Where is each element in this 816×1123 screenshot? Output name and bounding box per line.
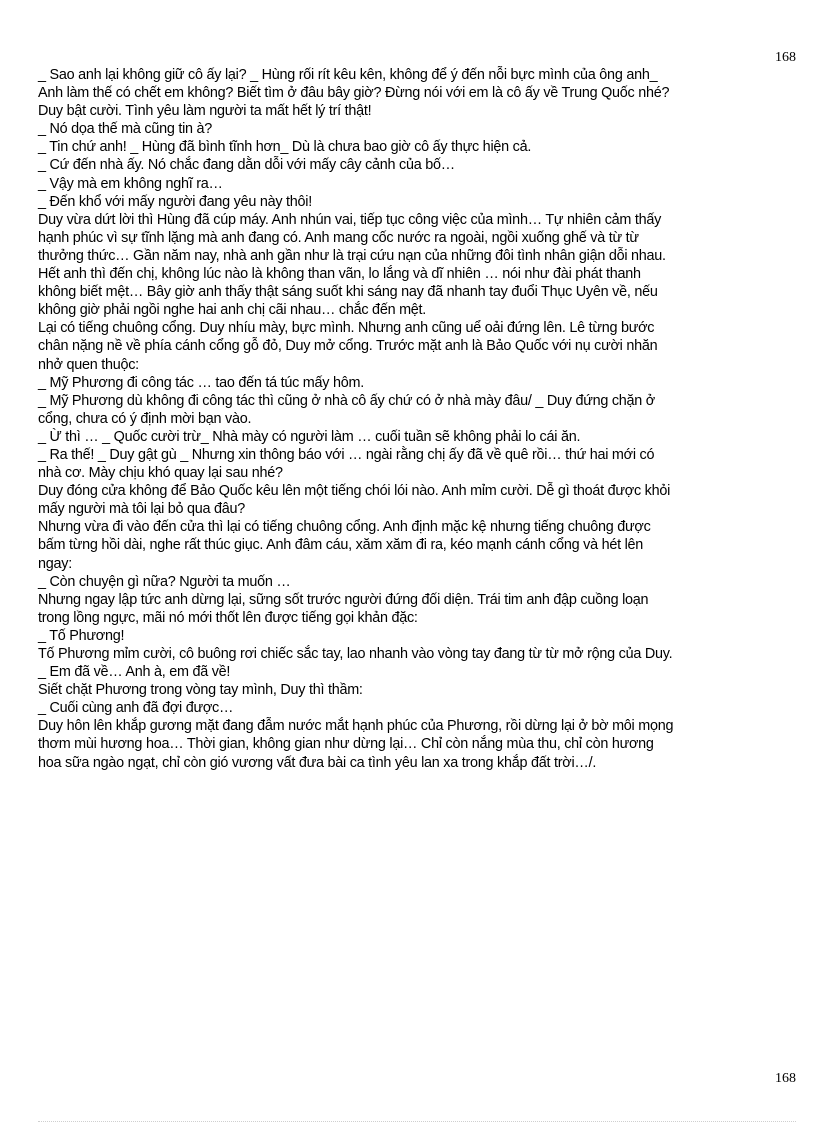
text-line: Duy vừa dứt lời thì Hùng đã cúp máy. Anh nhún vai, tiếp tục công việc của mình… Tự nhiên cảm thấy — [38, 211, 662, 228]
text-line: _ Ra thế! _ Duy gật gù _ Nhưng xin thông báo với … ngài rằng chị ấy đã về quê rồi… thứ hai mới có — [38, 446, 655, 463]
text-line: chân nặng nề về phía cánh cổng gỗ đỏ, Duy mở cổng. Trước mặt anh là Bảo Quốc với nụ cười nhăn — [38, 338, 658, 355]
text-line: _ Tin chứ anh! _ Hùng đã bình tĩnh hơn_ Dù là chưa bao giờ cô ấy thực hiện cả. — [38, 139, 532, 156]
text-line: _ Cứ đến nhà ấy. Nó chắc đang dằn dỗi với mấy cây cảnh của bố… — [38, 157, 455, 174]
text-line: trong lồng ngực, mãi nó mới thốt lên được tiếng gọi khản đặc: — [38, 609, 418, 626]
text-line: mấy người mà tôi lại bỏ qua đâu? — [38, 501, 246, 518]
text-line: hạnh phúc vì sự tĩnh lặng mà anh đang có. Anh mang cốc nước ra ngoài, ngồi xuống ghế và từ từ — [38, 229, 639, 246]
text-line: _ Sao anh lại không giữ cô ấy lại? _ Hùng rối rít kêu kên, không để ý đến nỗi bực mình của ông anh_ — [38, 67, 658, 83]
text-line: Tố Phương mỉm cười, cô buông rơi chiếc sắc tay, lao nhanh vào vòng tay đang từ từ mở rộng của Duy. — [38, 646, 673, 662]
text-line: _ Ừ thì … _ Quốc cười trừ_ Nhà mày có người làm … cuối tuần sẽ không phải lo cái ăn. — [38, 428, 581, 445]
page-number-bottom: 168 — [775, 1071, 796, 1086]
text-line: Nhưng vừa đi vào đến cửa thì lại có tiếng chuông cổng. Anh định mặc kệ nhưng tiếng chuông được — [38, 519, 651, 536]
text-line: _ Vậy mà em không nghĩ ra… — [38, 175, 223, 192]
text-line: _ Mỹ Phương dù không đi công tác thì cũng ở nhà cô ấy chứ có ở nhà mày đâu/ _ Duy đứng chặn ở — [38, 392, 655, 409]
document-body — [38, 66, 794, 772]
text-line: nhở quen thuộc: — [38, 356, 139, 373]
text-line: Hết anh thì đến chị, không lúc nào là không than vãn, lo lắng và dĩ nhiên … nói như đài phát thanh — [38, 266, 641, 283]
text-line: _ Tố Phương! — [38, 627, 125, 644]
text-line: _ Cuối cùng anh đã đợi được… — [38, 700, 234, 717]
text-line: không biết mệt… Bây giờ anh thấy thật sáng suốt khi sáng nay đã nhanh tay đuổi Thục Uyên về, nếu — [38, 284, 658, 301]
text-line: _ Mỹ Phương đi công tác … tao đến tá túc mấy hôm. — [38, 374, 364, 391]
text-line: _ Còn chuyện gì nữa? Người ta muốn … — [38, 573, 291, 590]
text-line: Siết chặt Phương trong vòng tay mình, Duy thì thầm: — [38, 682, 363, 699]
text-line: Duy đóng cửa không để Bảo Quốc kêu lên một tiếng chói lói nào. Anh mỉm cười. Dễ gì thoát được khỏi — [38, 483, 671, 500]
text-line: nhà cơ. Mày chịu khó quay lại sau nhé? — [38, 465, 283, 482]
text-line: ngay: — [38, 555, 72, 572]
text-line: bấm từng hồi dài, nghe rất thúc giục. Anh đâm cáu, xăm xăm đi ra, kéo mạnh cánh cổng và hét lên — [38, 537, 644, 554]
page-number-top: 168 — [775, 50, 796, 65]
text-line: _ Đến khổ với mấy người đang yêu này thôi! — [38, 193, 312, 210]
text-line: thưởng thức… Gần năm nay, nhà anh gần như là trại cứu nạn của những đôi tình nhân giận dỗi nhau. — [38, 247, 666, 264]
text-line: Anh làm thế có chết em không? Biết tìm ở đâu bây giờ? Đừng nói với em là cô ấy về Trung Quốc nhé? — [38, 85, 670, 102]
text-line: không giờ phải ngồi nghe hai anh chị cãi nhau… chắc đến mệt. — [38, 302, 427, 319]
text-line: Lại có tiếng chuông cổng. Duy nhíu mày, bực mình. Nhưng anh cũng uể oải đứng lên. Lê từng bước — [38, 320, 655, 337]
text-line: Nhưng ngay lập tức anh dừng lại, sững sốt trước người đứng đối diện. Trái tim anh đập cuồng loạn — [38, 591, 649, 608]
text-line: Duy bật cười. Tình yêu làm người ta mất hết lý trí thật! — [38, 103, 372, 120]
text-line: thơm mùi hương hoa… Thời gian, không gian như dừng lại… Chỉ còn nắng mùa thu, chỉ còn hương — [38, 736, 654, 753]
text-line: cổng, chưa có ý định mời bạn vào. — [38, 410, 252, 427]
text-line: Duy hôn lên khắp gương mặt đang đẫm nước mắt hạnh phúc của Phương, rồi dừng lại ở bờ môi mọng — [38, 718, 674, 735]
page-bottom-divider — [38, 1121, 796, 1122]
text-line: _ Nó dọa thế mà cũng tin à? — [38, 121, 213, 138]
text-line: _ Em đã về… Anh à, em đã về! — [38, 664, 231, 681]
text-line: hoa sữa ngào ngạt, chỉ còn gió vương vất đưa bài ca tình yêu lan xa trong khắp đất trời…/. — [38, 754, 597, 771]
